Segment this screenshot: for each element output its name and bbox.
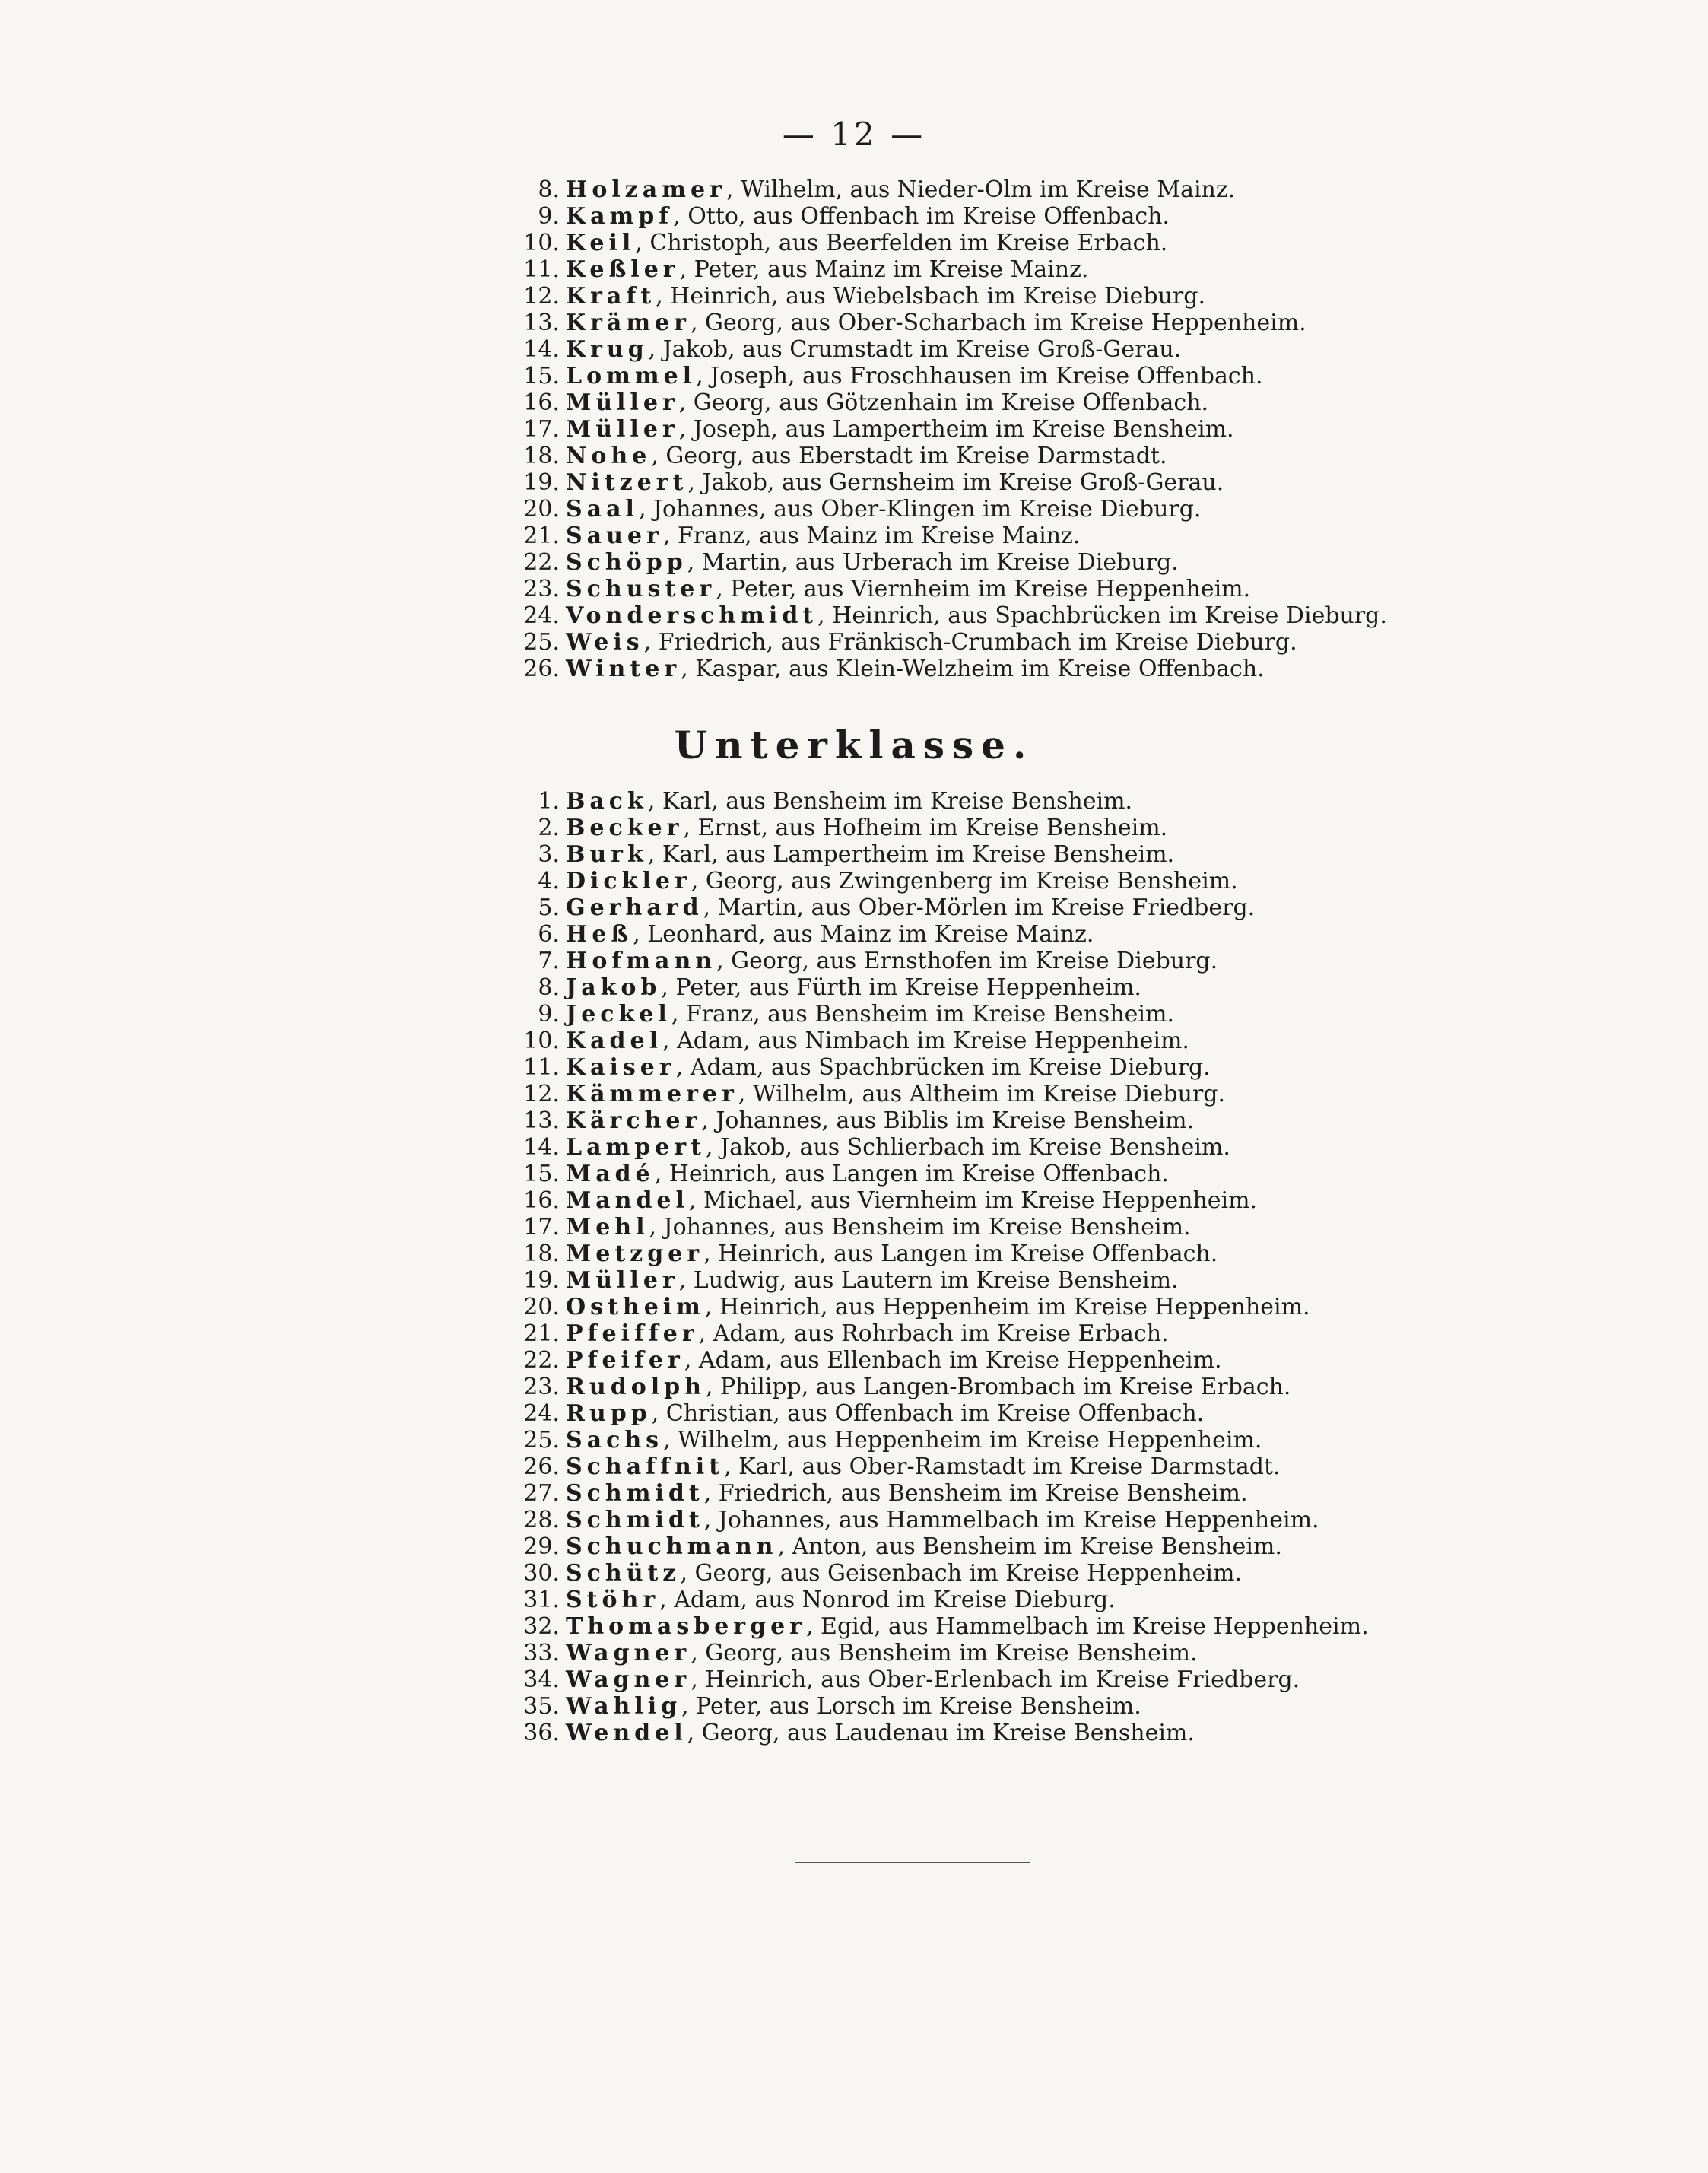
entry-number: 18. [523,1241,560,1267]
entry-text [566,1028,1189,1054]
list-item [0,1374,1708,1400]
entry-text [566,469,1224,496]
entry-surname: Gerhard [566,894,703,921]
entry-text [566,1533,1282,1560]
list-item [0,1347,1708,1374]
entry-details: , Friedrich, aus Bensheim im Kreise Bensheim. [703,1480,1248,1507]
list-item [0,469,1708,496]
entry-text [566,1320,1169,1347]
entry-details: , Georg, aus Laudenau im Kreise Bensheim. [687,1720,1195,1746]
entry-surname: Saal [566,496,639,523]
list-item [0,310,1708,336]
entry-details: , Georg, aus Eberstadt im Kreise Darmstadt. [651,443,1167,469]
entry-details: , Heinrich, aus Ober-Erlenbach im Kreise Friedberg. [691,1666,1300,1693]
list-item [0,1507,1708,1533]
list-item [0,1533,1708,1560]
entry-text [566,310,1306,336]
entry-text [566,1560,1242,1587]
entry-details: , Johannes, aus Biblis im Kreise Bensheim. [701,1107,1195,1134]
entry-details: , Martin, aus Ober-Mörlen im Kreise Friedberg. [703,894,1256,921]
entry-details: , Adam, aus Spachbrücken im Kreise Dieburg. [675,1054,1211,1081]
entry-details: , Karl, aus Bensheim im Kreise Bensheim. [647,788,1133,815]
entry-details: , Karl, aus Lampertheim im Kreise Bensheim. [647,841,1175,868]
entry-number: 6. [538,921,560,948]
entry-text [566,1054,1211,1081]
entry-details: , Joseph, aus Lampertheim im Kreise Bensheim. [678,416,1234,443]
entry-details: , Egid, aus Hammelbach im Kreise Heppenheim. [805,1613,1369,1640]
entry-surname: Kadel [566,1028,662,1054]
entry-text [566,1161,1169,1187]
entry-text [566,602,1387,629]
entry-surname: Rudolph [566,1374,706,1400]
section-heading: Unterklasse. [674,723,1034,767]
entry-surname: Schmidt [566,1480,704,1507]
entry-text [566,1267,1179,1294]
entry-number: 15. [523,363,560,389]
entry-surname: Kaiser [566,1054,676,1081]
entry-surname: Schaffnit [566,1453,725,1480]
entry-surname: Dickler [566,868,691,894]
entry-surname: Müller [566,389,679,416]
entry-surname: Heß [566,921,633,948]
list-item [0,1587,1708,1613]
entry-surname: Stöhr [566,1587,660,1613]
entry-number: 24. [523,602,560,629]
list-item [0,788,1708,815]
list-item [0,576,1708,602]
entry-surname: Kärcher [566,1107,702,1134]
entry-details: , Peter, aus Viernheim im Kreise Heppenheim. [716,576,1251,602]
entry-text [566,1666,1300,1693]
entry-details: , Philipp, aus Langen-Brombach im Kreise Erbach. [705,1374,1291,1400]
list-item [0,443,1708,469]
entry-number: 14. [523,1134,560,1161]
entry-text [566,1374,1291,1400]
entry-surname: Müller [566,416,679,443]
entry-details: , Joseph, aus Froschhausen im Kreise Offenbach. [696,363,1263,389]
list-item [0,549,1708,576]
entry-number: 1. [538,788,560,815]
list-item [0,1267,1708,1294]
entry-surname: Wagner [566,1666,691,1693]
entry-number: 13. [523,310,560,336]
entry-surname: Holzamer [566,176,726,203]
entry-number: 21. [523,1320,560,1347]
entry-details: , Georg, aus Zwingenberg im Kreise Bensheim. [691,868,1238,894]
list-item [0,176,1708,203]
entry-text [566,1507,1319,1533]
entry-text [566,576,1250,602]
entry-surname: Thomasberger [566,1613,806,1640]
entry-surname: Ostheim [566,1294,705,1320]
entry-details: , Peter, aus Lorsch im Kreise Bensheim. [681,1693,1141,1720]
entry-text [566,1081,1225,1107]
bottom-rule [795,1862,1030,1863]
entry-number: 10. [523,1028,560,1054]
entry-number: 18. [523,443,560,469]
entry-number: 28. [523,1507,560,1533]
list-item [0,1480,1708,1507]
list-item [0,894,1708,921]
list-item [0,1320,1708,1347]
entry-details: , Peter, aus Mainz im Kreise Mainz. [679,256,1089,283]
list-item [0,815,1708,841]
entry-details: , Johannes, aus Bensheim im Kreise Bensheim. [649,1214,1191,1241]
list-item [0,1187,1708,1214]
entry-details: , Karl, aus Ober-Ramstadt im Kreise Darmstadt. [724,1453,1281,1480]
list-item [0,974,1708,1001]
entry-text [566,788,1132,815]
entry-text [566,841,1174,868]
entry-text [566,1720,1195,1746]
entry-text [566,894,1255,921]
entry-text [566,629,1297,656]
list-item [0,1134,1708,1161]
entry-number: 33. [523,1640,560,1666]
list-item [0,1161,1708,1187]
entry-number: 13. [523,1107,560,1134]
entry-text [566,1241,1218,1267]
entry-details: , Franz, aus Mainz im Kreise Mainz. [662,523,1081,549]
entry-number: 19. [523,469,560,496]
entry-text [566,1400,1204,1427]
list-item [0,336,1708,363]
entry-text [566,336,1181,363]
entry-details: , Ludwig, aus Lautern im Kreise Bensheim. [678,1267,1179,1294]
list-item [0,1560,1708,1587]
list-item [0,656,1708,682]
entry-surname: Schuchmann [566,1533,778,1560]
entry-number: 16. [523,1187,560,1214]
entry-surname: Lampert [566,1134,706,1161]
entry-text [566,1134,1230,1161]
list-item [0,1294,1708,1320]
entry-surname: Keßler [566,256,680,283]
entry-text [566,549,1179,576]
entry-surname: Jeckel [566,1001,671,1028]
entry-surname: Wendel [566,1720,687,1746]
entry-details: , Heinrich, aus Wiebelsbach im Kreise Dieburg. [656,283,1205,310]
entry-details: , Ernst, aus Hofheim im Kreise Bensheim. [683,815,1168,841]
entry-details: , Adam, aus Rohrbach im Kreise Erbach. [698,1320,1169,1347]
upper-class-list [0,176,1708,682]
list-item [0,948,1708,974]
entry-number: 22. [523,549,560,576]
entry-number: 26. [523,1453,560,1480]
list-item [0,921,1708,948]
list-item [0,1214,1708,1241]
entry-text [566,256,1088,283]
entry-number: 7. [538,948,560,974]
entry-text [566,283,1205,310]
entry-details: , Heinrich, aus Langen im Kreise Offenbach. [703,1241,1218,1267]
entry-number: 12. [523,283,560,310]
entry-details: , Christoph, aus Beerfelden im Kreise Erbach. [635,230,1168,256]
entry-number: 3. [538,841,560,868]
entry-number: 25. [523,1427,560,1453]
entry-number: 32. [523,1613,560,1640]
entry-surname: Becker [566,815,684,841]
entry-details: , Otto, aus Offenbach im Kreise Offenbach. [673,203,1170,230]
entry-number: 9. [538,203,560,230]
entry-text [566,868,1238,894]
entry-text [566,1001,1174,1028]
entry-text [566,1453,1281,1480]
list-item [0,1054,1708,1081]
entry-number: 23. [523,576,560,602]
list-item [0,1613,1708,1640]
list-item [0,523,1708,549]
entry-number: 17. [523,416,560,443]
list-item [0,1028,1708,1054]
entry-text [566,1294,1310,1320]
entry-surname: Lommel [566,363,697,389]
entry-number: 22. [523,1347,560,1374]
entry-details: , Johannes, aus Hammelbach im Kreise Heppenheim. [703,1507,1319,1533]
entry-details: , Peter, aus Fürth im Kreise Heppenheim. [661,974,1141,1001]
list-item [0,841,1708,868]
entry-text [566,416,1234,443]
list-item [0,203,1708,230]
entry-details: , Heinrich, aus Langen im Kreise Offenbach. [654,1161,1169,1187]
entry-surname: Rupp [566,1400,652,1427]
entry-text [566,203,1170,230]
entry-text [566,389,1208,416]
entry-details: , Georg, aus Ernsthofen im Kreise Dieburg. [716,948,1218,974]
list-item [0,1693,1708,1720]
entry-details: , Adam, aus Nonrod im Kreise Dieburg. [659,1587,1116,1613]
entry-number: 35. [523,1693,560,1720]
entry-text [566,974,1141,1001]
entry-number: 8. [538,974,560,1001]
entry-text [566,230,1167,256]
entry-number: 10. [523,230,560,256]
entry-surname: Pfeiffer [566,1320,699,1347]
list-item [0,389,1708,416]
entry-details: , Georg, aus Bensheim im Kreise Bensheim. [691,1640,1198,1666]
page-number: — 12 — [782,116,926,153]
entry-details: , Kaspar, aus Klein-Welzheim im Kreise Offenbach. [681,656,1265,682]
entry-surname: Müller [566,1267,679,1294]
entry-number: 12. [523,1081,560,1107]
entry-surname: Nohe [566,443,652,469]
entry-number: 36. [523,1720,560,1746]
entry-details: , Wilhelm, aus Altheim im Kreise Dieburg. [738,1081,1226,1107]
list-item [0,1001,1708,1028]
entry-surname: Wahlig [566,1693,682,1720]
entry-details: , Jakob, aus Crumstadt im Kreise Groß-Gerau. [648,336,1182,363]
entry-number: 14. [523,336,560,363]
entry-surname: Krämer [566,310,691,336]
entry-text [566,815,1167,841]
list-item [0,416,1708,443]
entry-number: 15. [523,1161,560,1187]
lower-class-list [0,788,1708,1746]
entry-surname: Winter [566,656,681,682]
entry-surname: Schütz [566,1560,681,1587]
entry-text [566,1427,1262,1453]
entry-details: , Christian, aus Offenbach im Kreise Offenbach. [651,1400,1205,1427]
entry-number: 23. [523,1374,560,1400]
entry-text [566,948,1218,974]
entry-text [566,176,1235,203]
entry-surname: Pfeifer [566,1347,684,1374]
entry-number: 4. [538,868,560,894]
entry-number: 27. [523,1480,560,1507]
list-item [0,1666,1708,1693]
entry-number: 34. [523,1666,560,1693]
entry-details: , Johannes, aus Ober-Klingen im Kreise Dieburg. [638,496,1202,523]
entry-details: , Friedrich, aus Fränkisch-Crumbach im Kreise Dieburg. [643,629,1297,656]
entry-surname: Kämmerer [566,1081,738,1107]
entry-surname: Burk [566,841,648,868]
entry-details: , Wilhelm, aus Heppenheim im Kreise Heppenheim. [663,1427,1262,1453]
entry-details: , Michael, aus Viernheim im Kreise Heppenheim. [688,1187,1258,1214]
entry-text [566,1640,1198,1666]
entry-text [566,1347,1222,1374]
entry-number: 25. [523,629,560,656]
entry-surname: Mandel [566,1187,689,1214]
entry-details: , Heinrich, aus Heppenheim im Kreise Heppenheim. [704,1294,1310,1320]
entry-surname: Keil [566,230,636,256]
list-item [0,868,1708,894]
entry-surname: Weis [566,629,644,656]
list-item [0,629,1708,656]
entry-number: 17. [523,1214,560,1241]
entry-surname: Kraft [566,283,656,310]
entry-details: , Leonhard, aus Mainz im Kreise Mainz. [633,921,1094,948]
entry-surname: Mehl [566,1214,649,1241]
entry-number: 9. [538,1001,560,1028]
entry-text [566,921,1094,948]
list-item [0,602,1708,629]
entry-number: 31. [523,1587,560,1613]
entry-details: , Georg, aus Götzenhain im Kreise Offenbach. [678,389,1209,416]
entry-details: , Adam, aus Ellenbach im Kreise Heppenheim. [684,1347,1222,1374]
entry-surname: Schmidt [566,1507,704,1533]
entry-text [566,656,1265,682]
entry-details: , Georg, aus Ober-Scharbach im Kreise Heppenheim. [690,310,1306,336]
entry-text [566,363,1263,389]
list-item [0,1427,1708,1453]
entry-number: 30. [523,1560,560,1587]
list-item [0,1453,1708,1480]
entry-number: 8. [538,176,560,203]
entry-text [566,1480,1247,1507]
list-item [0,256,1708,283]
entry-details: , Martin, aus Urberach im Kreise Dieburg. [687,549,1179,576]
entry-surname: Krug [566,336,649,363]
entry-surname: Sauer [566,523,663,549]
entry-details: , Georg, aus Geisenbach im Kreise Heppenheim. [680,1560,1243,1587]
list-item [0,1400,1708,1427]
entry-text [566,1187,1257,1214]
entry-details: , Franz, aus Bensheim im Kreise Bensheim. [671,1001,1174,1028]
entry-number: 29. [523,1533,560,1560]
entry-surname: Back [566,788,648,815]
entry-details: , Jakob, aus Schlierbach im Kreise Bensheim. [706,1134,1230,1161]
list-item [0,230,1708,256]
list-item [0,496,1708,523]
entry-number: 19. [523,1267,560,1294]
entry-number: 24. [523,1400,560,1427]
entry-details: , Wilhelm, aus Nieder-Olm im Kreise Mainz. [725,176,1236,203]
list-item [0,1640,1708,1666]
list-item [0,1081,1708,1107]
entry-text [566,1613,1369,1640]
entry-text [566,1693,1141,1720]
entry-text [566,496,1201,523]
entry-number: 21. [523,523,560,549]
entry-surname: Kampf [566,203,674,230]
entry-number: 11. [523,1054,560,1081]
entry-number: 20. [523,1294,560,1320]
entry-text [566,523,1080,549]
entry-number: 16. [523,389,560,416]
entry-number: 20. [523,496,560,523]
entry-surname: Nitzert [566,469,688,496]
list-item [0,1107,1708,1134]
entry-number: 2. [538,815,560,841]
entry-number: 11. [523,256,560,283]
entry-text [566,443,1167,469]
entry-details: , Anton, aus Bensheim im Kreise Bensheim. [777,1533,1282,1560]
entry-surname: Schuster [566,576,716,602]
list-item [0,1720,1708,1746]
entry-number: 5. [538,894,560,921]
entry-surname: Wagner [566,1640,691,1666]
entry-surname: Metzger [566,1241,704,1267]
entry-surname: Madé [566,1161,655,1187]
entry-details: , Jakob, aus Gernsheim im Kreise Groß-Gerau. [687,469,1224,496]
list-item [0,363,1708,389]
list-item [0,1241,1708,1267]
entry-surname: Jakob [566,974,662,1001]
entry-surname: Schöpp [566,549,687,576]
entry-text [566,1107,1194,1134]
entry-text [566,1214,1191,1241]
entry-surname: Sachs [566,1427,664,1453]
entry-number: 26. [523,656,560,682]
entry-text [566,1587,1116,1613]
list-item [0,283,1708,310]
entry-details: , Heinrich, aus Spachbrücken im Kreise Dieburg. [817,602,1387,629]
entry-details: , Adam, aus Nimbach im Kreise Heppenheim. [662,1028,1189,1054]
entry-surname: Vonderschmidt [566,602,818,629]
entry-surname: Hofmann [566,948,717,974]
